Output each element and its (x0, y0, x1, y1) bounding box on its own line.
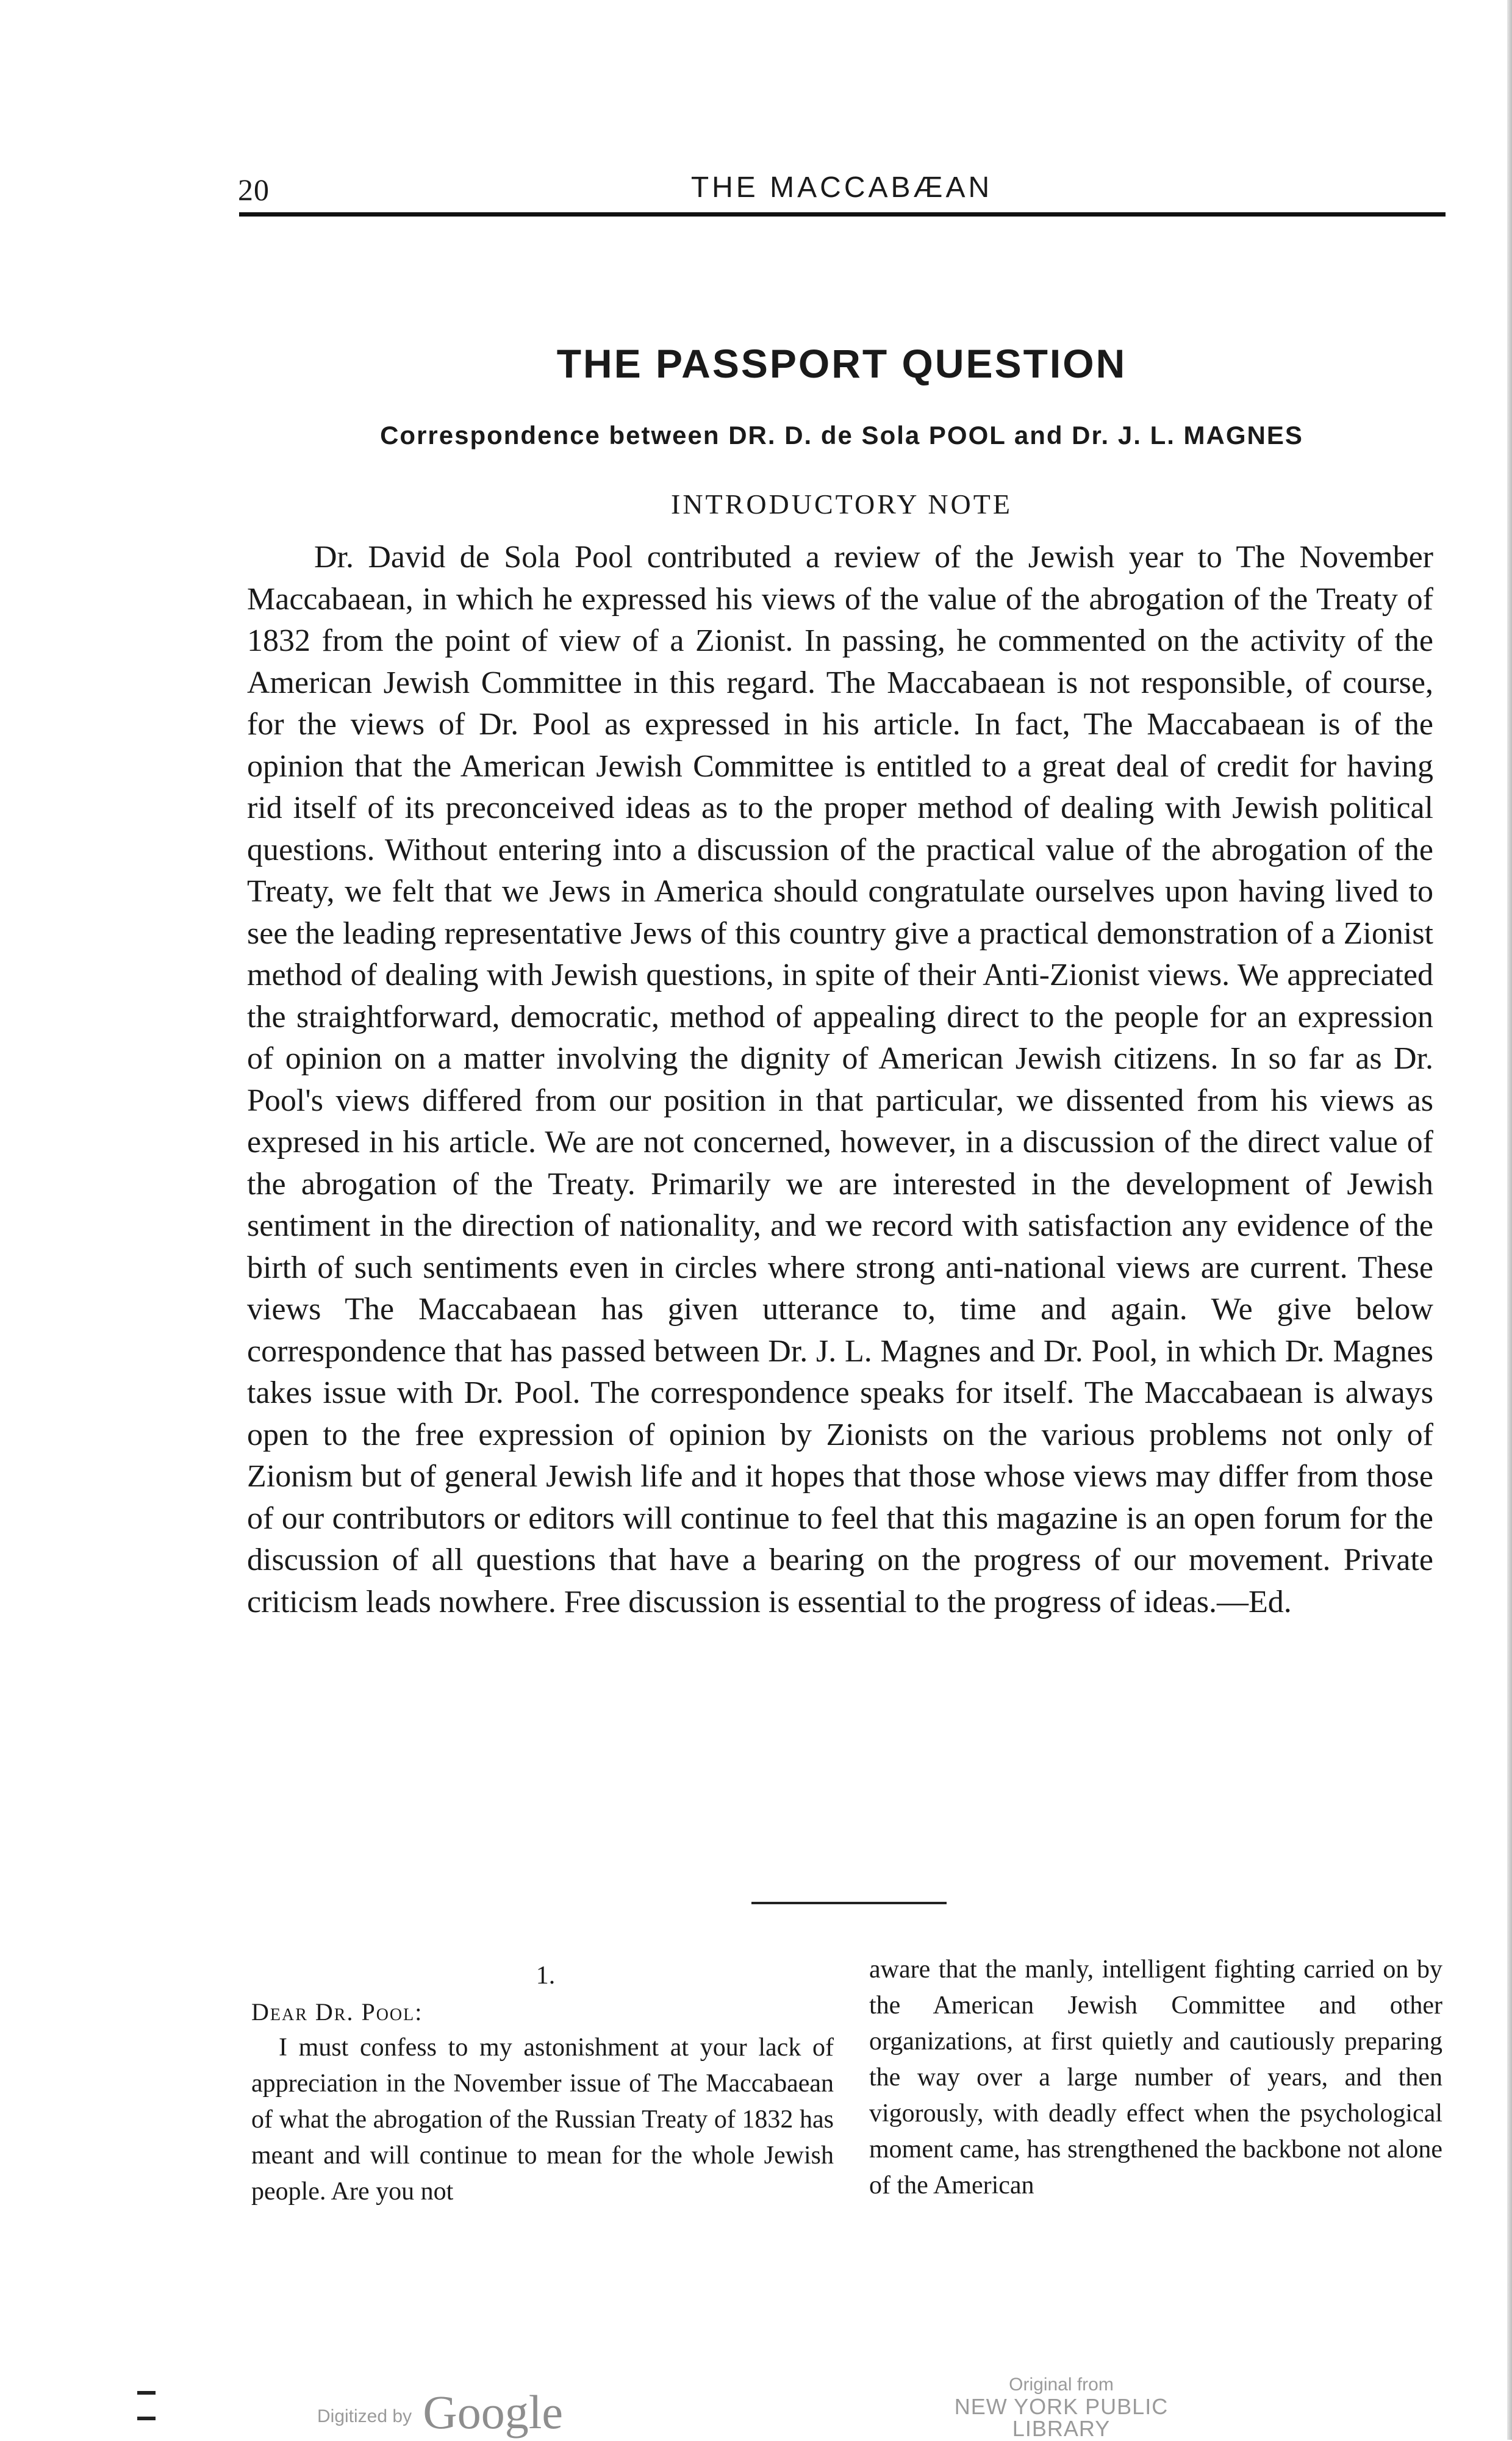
section-divider (751, 1902, 947, 1904)
digitized-by-google (317, 2385, 563, 2440)
letter-number: 1. (536, 1962, 556, 1990)
running-head (238, 166, 1446, 215)
page-number: 20 (238, 173, 270, 207)
article-title: THE PASSPORT QUESTION (556, 341, 1127, 386)
letter-body-left: I must confess to my astonishment at your lack of appreciation in the November issue of The Maccabaean of what the abrogation of the Russian Treaty of 1832 has meant and will continue to mean for the whole Jewish people. Are you not (251, 2034, 834, 2206)
google-logo: Google (423, 2385, 564, 2439)
original-from-label: Original from (1009, 2375, 1114, 2395)
letter-salutation: Dear Dr. Pool: (251, 1998, 423, 2026)
digitized-by-label: Digitized by (317, 2406, 412, 2426)
letter-left-column (251, 1958, 834, 2210)
digitization-footer (0, 2367, 1512, 2441)
library-name: NEW YORK PUBLIC LIBRARY (954, 2394, 1169, 2441)
letter-right-column (869, 1952, 1442, 2204)
journal-title: THE MACCABÆAN (690, 171, 993, 204)
article-subtitle: Correspondence between DR. D. de Sola POOL and Dr. J. L. MAGNES (380, 421, 1303, 450)
header-rule (239, 212, 1446, 217)
section-heading: INTRODUCTORY NOTE (671, 489, 1012, 520)
original-source (915, 2374, 1208, 2440)
page-edge-shadow (1507, 0, 1512, 2440)
letter-body-right: aware that the manly, intelligent fighting carried on by the American Jewish Committee and other organizations, at first quietly and cautiously preparing the way over a large number of years, and then vigorously, with deadly effect when the psychological moment came, has strengthened the backbone not alone of the American (869, 1955, 1442, 2199)
introductory-note-text: Dr. David de Sola Pool contributed a review of the Jewish year to The November Maccabaean, in which he expressed his views of the value of the abrogation of the Treaty of 1832 from the point of view of a Zionist. In passing, he commented on the activity of the American Jewish Committee in this regard. The Maccabaean is not responsible, of course, for the views of Dr. Pool as expressed in his article. In fact, The Maccabaean is of the opinion that the American Jewish Committee is entitled to a great deal of credit for having rid itself of its preconceived ideas as to the proper method of dealing with Jewish political questions. Without entering into a discussion of the practical value of the abrogation of the Treaty, we felt that we Jews in America should congratulate ourselves upon having lived to see the leading representative Jews of this country give a practical demonstration of a Zionist method of dealing with Jewish questions, in spite of their Anti-Zionist views. We appreciated the straightforward, democratic, method of appealing direct to the people for an expression of opinion on a matter involving the dignity of American Jewish citizens. In so far as Dr. Pool's views differed from our position in that particular, we dissented from his views as expresed in his article. We are not concerned, however, in a discussion of the direct value of the abrogation of the Treaty. Primarily we are interested in the development of Jewish sentiment in the direction of nationality, and we record with satisfaction any evidence of the birth of such sentiments even in circles where strong anti-national views are current. These views The Maccabaean has given utterance to, time and again. We give below correspondence that has passed between Dr. J. L. Magnes and Dr. Pool, in which Dr. Magnes takes issue with Dr. Pool. The correspondence speaks for itself. The Maccabaean is always open to the free expression of opinion by Zionists on the various problems not only of Zionism but of general Jewish life and it hopes that those whose views may differ from those of our contributors or editors will continue to feel that this magazine is an open forum for the discussion of all questions that have a bearing on the progress of our movement. Private criticism leads nowhere. Free discussion is essential to the progress of ideas.—Ed. (247, 540, 1433, 1619)
